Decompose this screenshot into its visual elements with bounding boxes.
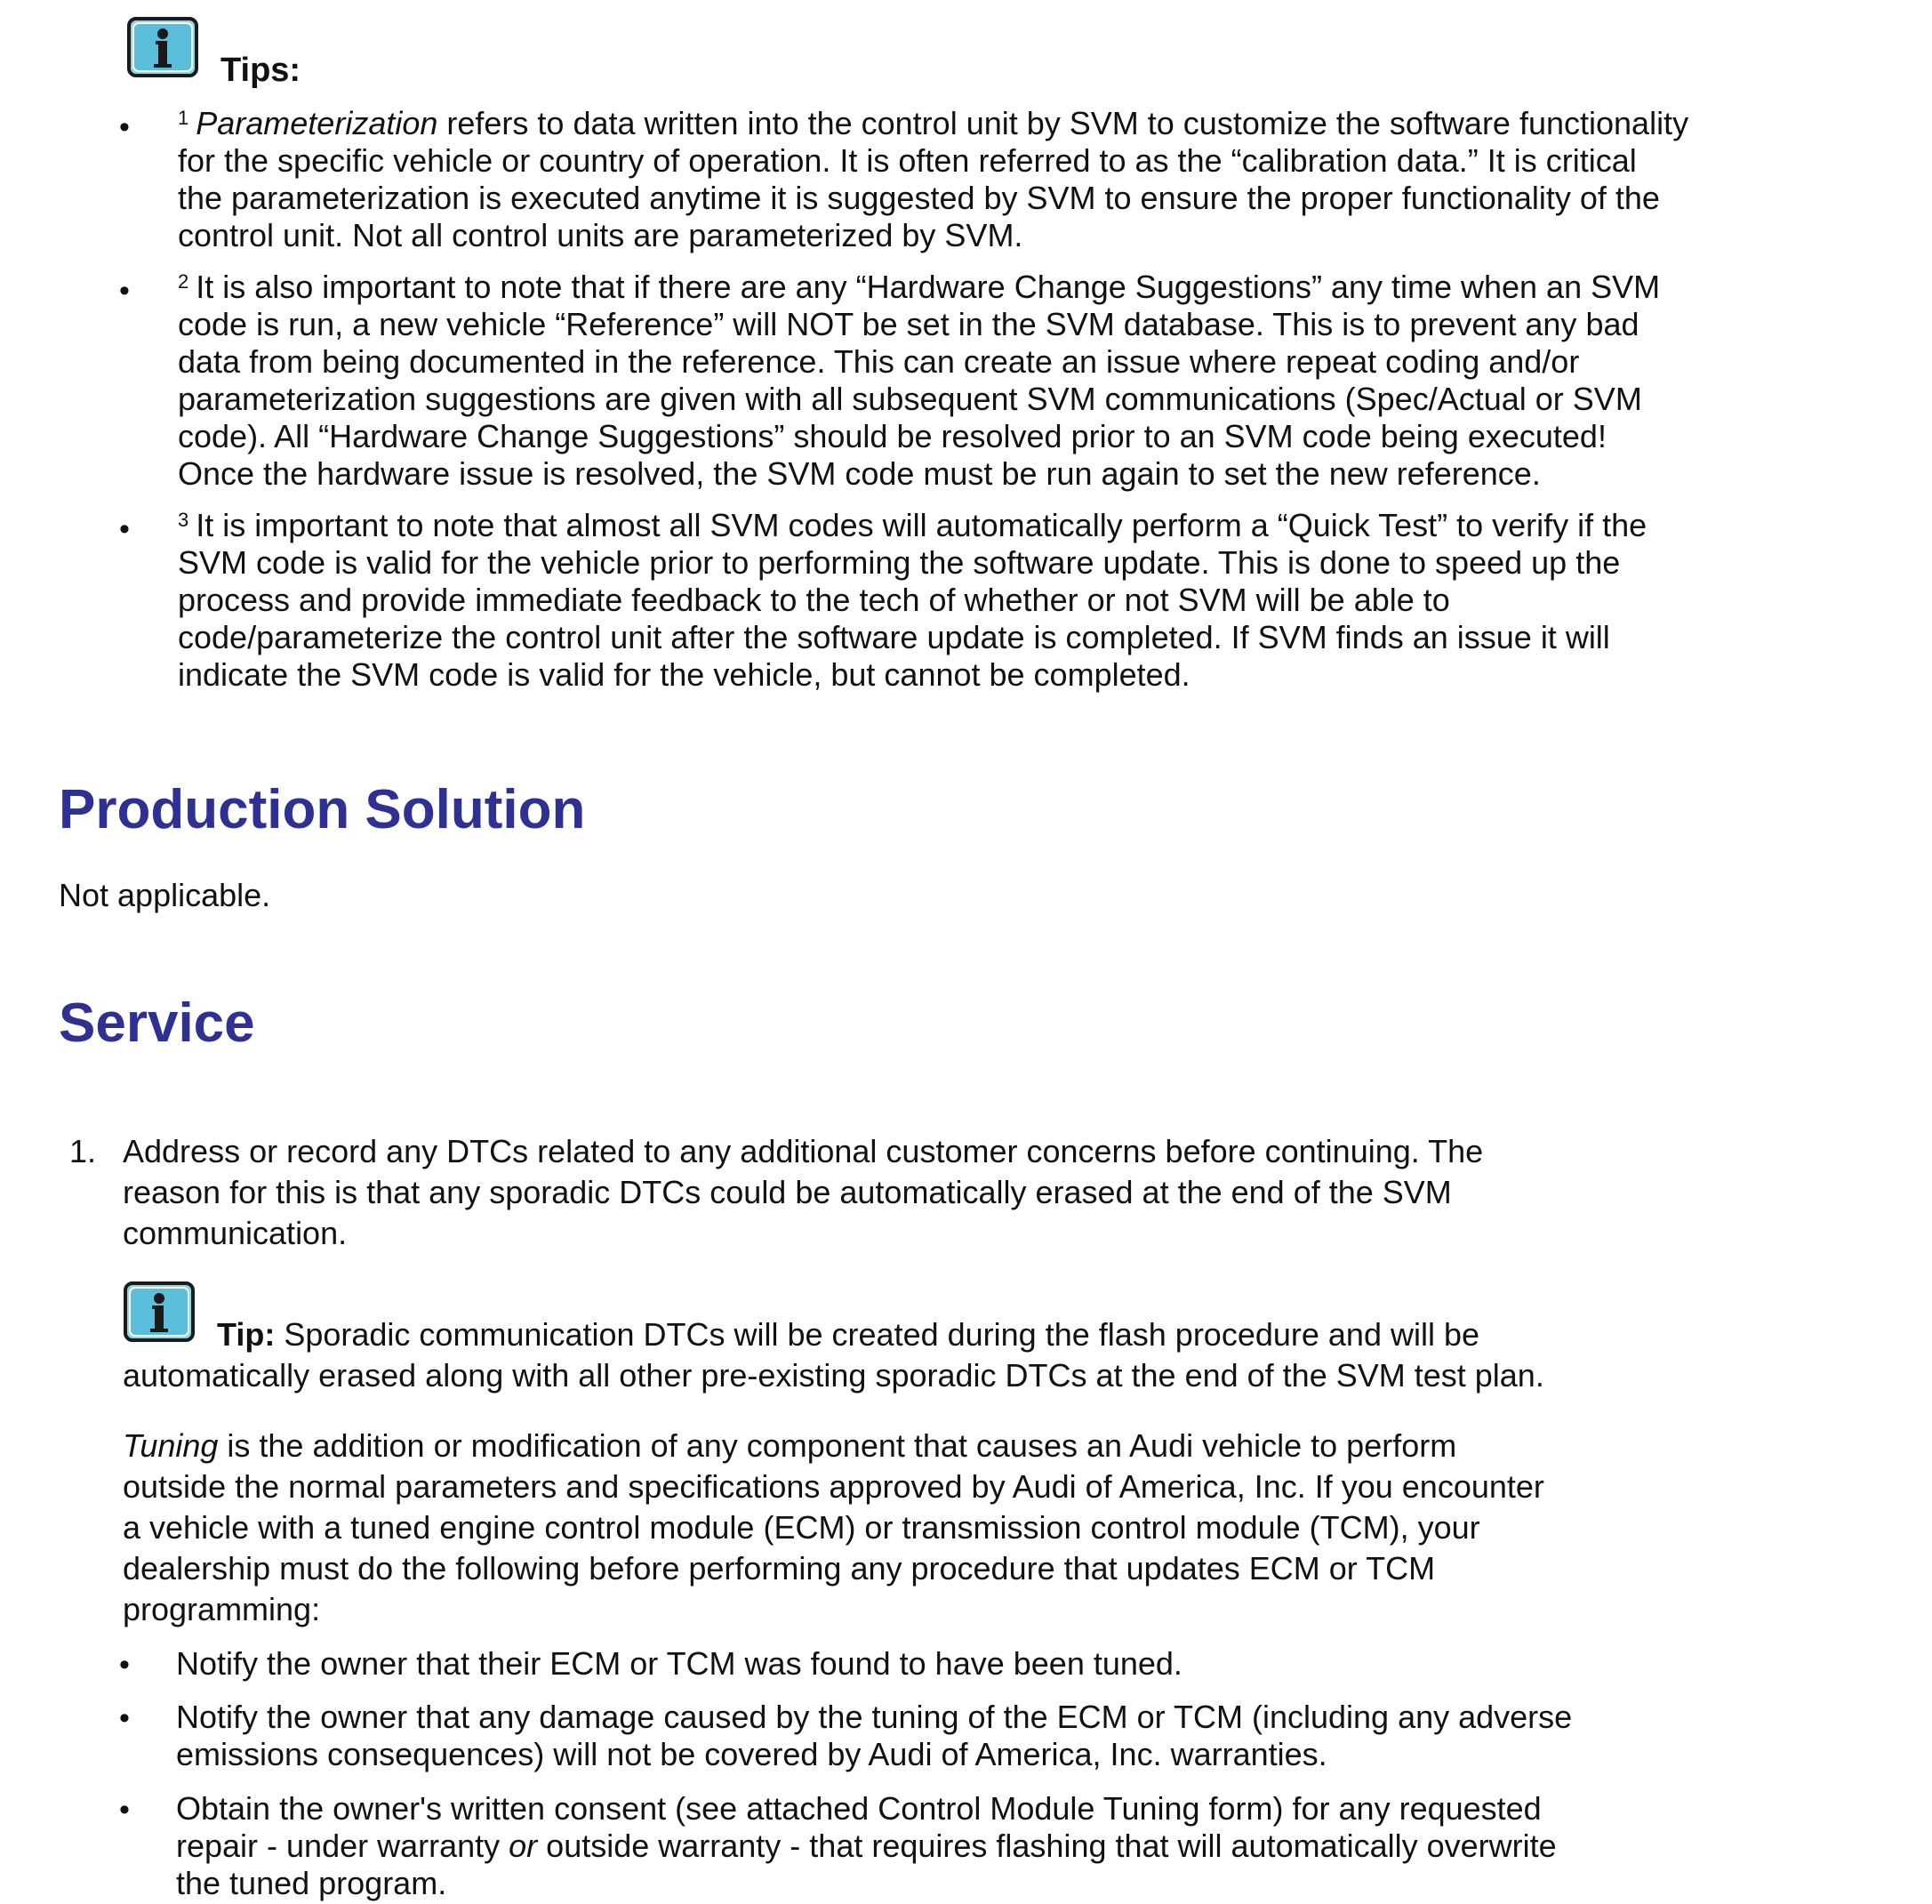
tips-item-3-line: process and provide immediate feedback to the tech of whether or not SVM will be able to xyxy=(178,582,1450,618)
tips-item-2-line: code). All “Hardware Change Suggestions” should be resolved prior to an SVM code being executed! xyxy=(178,418,1607,454)
tips-item-1-line: control unit. Not all control units are parameterized by SVM. xyxy=(178,217,1023,253)
tips-item-2 xyxy=(178,269,1660,493)
tips-item-3-line: $^3$ It is important to note that almost all SVM codes will automatically perform a “Quick Test” to verify if the xyxy=(178,507,1647,543)
footnote-marker: 2 xyxy=(178,270,189,293)
tip-label: Tip: xyxy=(217,1316,276,1353)
bullet-dot: • xyxy=(119,512,130,546)
term-parameterization: Parameterization xyxy=(196,105,438,141)
tips-item-2-line: parameterization suggestions are given with all subsequent SVM communications (Spec/Actual or SVM xyxy=(178,381,1642,417)
tuning-line: dealership must do the following before performing any procedure that updates ECM or TCM xyxy=(123,1550,1436,1587)
tuning-line: programming: xyxy=(123,1591,321,1627)
tips-item-1-line: the parameterization is executed anytime it is suggested by SVM to ensure the proper functionality of the xyxy=(178,180,1660,216)
step-1-line: Address or record any DTCs related to any additional customer concerns before continuing. The xyxy=(123,1133,1484,1169)
info-icon xyxy=(126,16,201,80)
step-1-text xyxy=(123,1131,1483,1254)
bullet-dot: • xyxy=(119,1701,130,1735)
bullet-dot: • xyxy=(119,1648,130,1682)
tips-item-3 xyxy=(178,507,1647,694)
bullet-dot: • xyxy=(119,274,130,308)
step-number: 1. xyxy=(69,1133,97,1169)
step-1-line: communication. xyxy=(123,1215,348,1251)
tips-item-2-line: code is run, a new vehicle “Reference” will NOT be set in the SVM database. This is to prevent any bad xyxy=(178,306,1639,342)
service-bullet-1 xyxy=(176,1645,1182,1683)
term-tuning: Tuning xyxy=(123,1427,219,1464)
tip-line-1: Tip: Sporadic communication DTCs will be created during the flash procedure and will be xyxy=(217,1316,1480,1353)
bullet-dot: • xyxy=(119,110,130,144)
tips-label: Tips: xyxy=(220,52,301,89)
tips-item-2-line: Once the hardware issue is resolved, the SVM code must be run again to set the new reference. xyxy=(178,455,1541,492)
info-icon xyxy=(123,1281,197,1345)
tips-item-1-line: for the specific vehicle or country of operation. It is often referred to as the “calibration data.” It is critical xyxy=(178,142,1637,179)
tips-item-2-line: $^2$ It is also important to note that if there are any “Hardware Change Suggestions” any time when an SVM xyxy=(178,269,1661,305)
service-bullet-line: emissions consequences) will not be covered by Audi of America, Inc. warranties. xyxy=(176,1736,1327,1772)
step-1-line: reason for this is that any sporadic DTCs could be automatically erased at the end of the SVM xyxy=(123,1174,1452,1210)
service-heading: Service xyxy=(59,992,255,1054)
service-bullet-line: Obtain the owner's written consent (see attached Control Module Tuning form) for any requested xyxy=(176,1790,1542,1827)
tips-item-3-line: code/parameterize the control unit after the software update is completed. If SVM finds an issue it will xyxy=(178,619,1610,655)
tuning-paragraph xyxy=(123,1426,1544,1630)
tips-item-1-line: $^1$ Parameterization refers to data written into the control unit by SVM to customize the software functionality xyxy=(178,105,1689,141)
service-bullet-line: the tuned program. xyxy=(176,1865,447,1901)
footnote-marker: 1 xyxy=(178,107,189,129)
production-solution-heading: Production Solution xyxy=(59,779,586,840)
tuning-line: outside the normal parameters and specifications approved by Audi of America, Inc. If you encounter xyxy=(123,1468,1544,1505)
bullet-dot: • xyxy=(119,1793,130,1827)
service-bullet-line: Notify the owner that any damage caused by the tuning of the ECM or TCM (including any adverse xyxy=(176,1699,1573,1735)
tips-header xyxy=(126,16,301,89)
tips-item-3-line: indicate the SVM code is valid for the vehicle, but cannot be completed. xyxy=(178,656,1190,693)
production-solution-text: Not applicable. xyxy=(59,877,271,913)
tips-item-3-line: SVM code is valid for the vehicle prior to performing the software update. This is done to speed up the xyxy=(178,544,1621,581)
service-bullet-line: repair - under warranty or outside warranty - that requires flashing that will automatically overwrite xyxy=(176,1828,1557,1864)
service-bullet-3 xyxy=(176,1790,1557,1902)
service-bullet-2 xyxy=(176,1699,1572,1773)
tuning-line: a vehicle with a tuned engine control module (ECM) or transmission control module (TCM), your xyxy=(123,1509,1480,1546)
tuning-line: Tuning is the addition or modification of any component that causes an Audi vehicle to perform xyxy=(123,1427,1457,1464)
footnote-marker: 3 xyxy=(178,509,189,531)
tips-item-1 xyxy=(178,105,1688,254)
tips-item-2-line: data from being documented in the reference. This can create an issue where repeat coding and/or xyxy=(178,343,1580,380)
service-bullet-line: Notify the owner that their ECM or TCM was found to have been tuned. xyxy=(176,1645,1182,1682)
tip-line-2: automatically erased along with all other pre-existing sporadic DTCs at the end of the SVM test plan. xyxy=(123,1357,1544,1394)
